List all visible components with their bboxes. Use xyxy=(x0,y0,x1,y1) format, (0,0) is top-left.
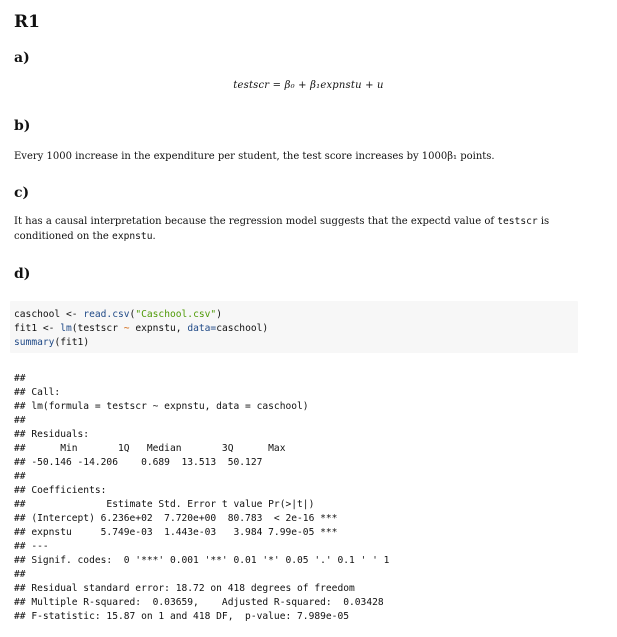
output-line: ## Signif. codes: 0 '***' 0.001 '**' 0.01 '*' 0.05 '.' 0.1 ' ' 1 xyxy=(14,555,390,566)
answer-c-part2: is conditioned on the xyxy=(14,216,550,242)
code-line-3: summary(fit1) xyxy=(14,337,90,348)
output-line: ## Estimate Std. Error t value Pr(>|t|) xyxy=(14,499,315,510)
output-line: ## F-statistic: 15.87 on 1 and 418 DF, p-value: 7.989e-05 xyxy=(14,611,350,622)
output-line: ## xyxy=(14,373,26,384)
output-line: ## lm(formula = testscr ~ expnstu, data = caschool) xyxy=(14,401,309,412)
output-line: ## Min 1Q Median 3Q Max xyxy=(14,443,286,454)
code-line-2: fit1 <- lm(testscr ~ expnstu, data=caschool) xyxy=(14,323,269,334)
section-heading-b: b) xyxy=(14,118,31,134)
output-line: ## (Intercept) 6.236e+02 7.720e+00 80.783 < 2e-16 *** xyxy=(14,513,338,524)
output-line: ## Call: xyxy=(14,387,61,398)
output-line: ## Multiple R-squared: 0.03659, Adjusted R-squared: 0.03428 xyxy=(14,597,384,608)
answer-c-part3: . xyxy=(152,231,156,242)
section-heading-a: a) xyxy=(14,50,30,66)
output-line: ## xyxy=(14,415,26,426)
output-line: ## -50.146 -14.206 0.689 13.513 50.127 xyxy=(14,457,263,468)
regression-formula: testscr = β₀ + β₁expnstu + u xyxy=(233,80,384,91)
section-heading-d: d) xyxy=(14,266,31,282)
output-line: ## Coefficients: xyxy=(14,485,107,496)
answer-c-text xyxy=(14,214,604,244)
output-line: ## Residuals: xyxy=(14,429,90,440)
answer-b-text: Every 1000 increase in the expenditure per student, the test score increases by 1000β₁ points. xyxy=(14,151,495,162)
page-title: R1 xyxy=(14,12,40,32)
output-line: ## expnstu 5.749e-03 1.443e-03 3.984 7.99e-05 *** xyxy=(14,527,338,538)
code-line-1: caschool <- read.csv("Caschool.csv") xyxy=(14,309,222,320)
section-heading-c: c) xyxy=(14,185,30,201)
output-line: ## xyxy=(14,471,26,482)
output-line: ## --- xyxy=(14,541,49,552)
answer-c-var-expnstu: expnstu xyxy=(112,231,153,242)
answer-c-var-testscr: testscr xyxy=(497,216,538,227)
answer-c-part1: It has a causal interpretation because the regression model suggests that the expectd value of xyxy=(14,216,498,227)
output-line: ## Residual standard error: 18.72 on 418 degrees of freedom xyxy=(14,583,355,594)
output-line: ## xyxy=(14,569,26,580)
